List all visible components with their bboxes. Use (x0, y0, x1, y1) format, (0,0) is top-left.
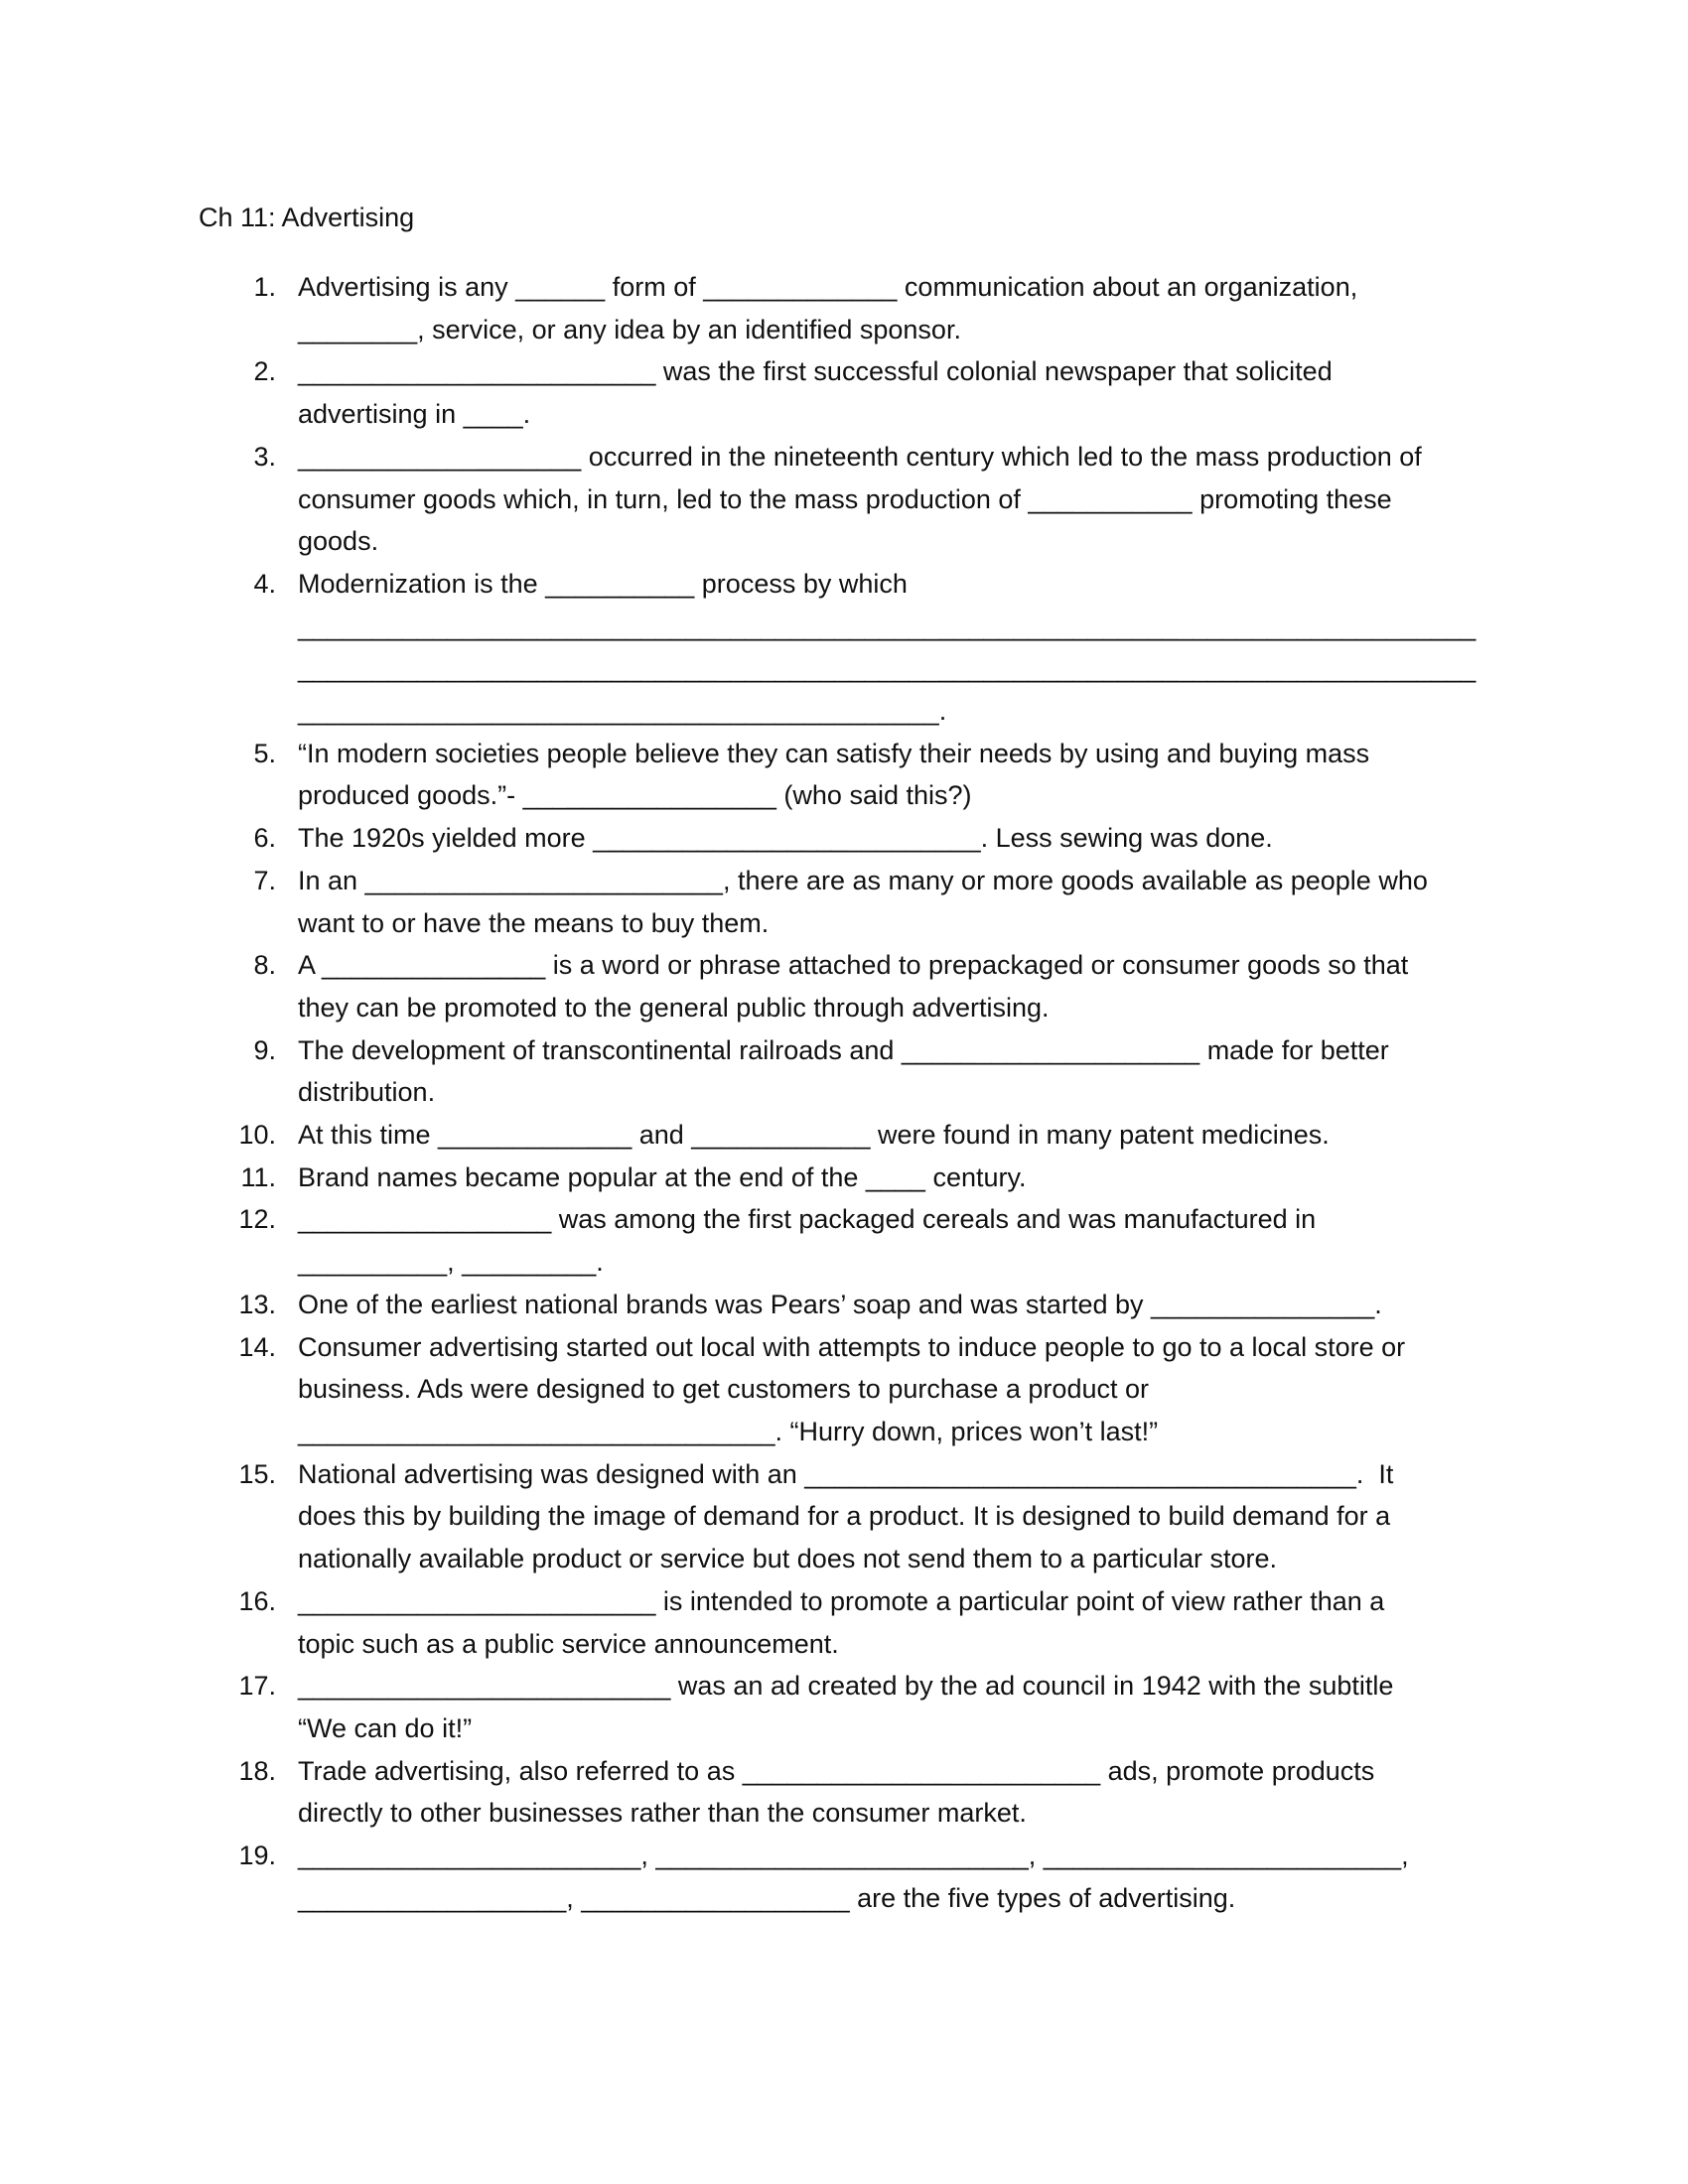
question-number: 12. (238, 1204, 276, 1235)
question-number: 19. (238, 1841, 276, 1871)
question-number: 16. (238, 1585, 276, 1616)
question-number: 6. (253, 823, 276, 854)
question-text-line: Advertising is any ______ form of _____________ communication about an organization, (298, 272, 1358, 302)
question-number: 1. (253, 272, 276, 302)
question-number: 4. (253, 568, 276, 599)
question-text-line: want to or have the means to buy them. (298, 907, 770, 938)
question-item (199, 350, 1489, 435)
question-text-line: topic such as a public service announcement. (298, 1628, 839, 1659)
question-item (199, 1665, 1489, 1749)
question-text-line: The 1920s yielded more __________________________. Less sewing was done. (298, 823, 1273, 854)
question-text-line: Consumer advertising started out local with attempts to induce people to go to a local store or (298, 1331, 1406, 1362)
question-item (199, 944, 1489, 1028)
question-item (199, 1114, 1489, 1157)
question-item (199, 1029, 1489, 1114)
question-item (199, 436, 1489, 563)
question-number: 9. (253, 1034, 276, 1065)
document-title: Ch 11: Advertising (199, 203, 415, 232)
question-number: 7. (253, 865, 276, 895)
question-text-line: _________________ was among the first packaged cereals and was manufactured in (298, 1204, 1317, 1235)
question-text-line: A _______________ is a word or phrase attached to prepackaged or consumer goods so that (298, 950, 1409, 981)
question-item (199, 817, 1489, 860)
question-text-line: does this by building the image of demand for a product. It is designed to build demand for a (298, 1501, 1391, 1532)
question-number: 5. (253, 738, 276, 768)
question-item (199, 1284, 1489, 1326)
question-text-line: ________________________ was the first successful colonial newspaper that solicited (298, 356, 1333, 387)
question-text-line: distribution. (298, 1077, 436, 1108)
question-list (199, 266, 1489, 1919)
question-text-line: “In modern societies people believe they can satisfy their needs by using and buying mass (298, 738, 1370, 768)
question-item (199, 1326, 1489, 1453)
question-item (199, 1835, 1489, 1919)
question-number: 18. (238, 1755, 276, 1786)
question-text-line: ________________________ is intended to promote a particular point of view rather than a (298, 1585, 1385, 1616)
question-text-line: __________, _________. (298, 1247, 604, 1278)
question-number: 13. (238, 1289, 276, 1319)
question-text-line: ___________________________________________. (298, 696, 947, 727)
question-text-line: goods. (298, 526, 379, 557)
question-item (199, 1198, 1489, 1283)
question-number: 8. (253, 950, 276, 981)
question-number: 10. (238, 1120, 276, 1151)
question-text-line: directly to other businesses rather than the consumer market. (298, 1798, 1027, 1829)
question-text-line: Brand names became popular at the end of the ____ century. (298, 1161, 1027, 1192)
question-number: 15. (238, 1458, 276, 1489)
question-text-line: _______________________________________________________________________________ (298, 653, 1477, 684)
question-text-line: they can be promoted to the general public through advertising. (298, 992, 1050, 1023)
question-item (199, 1750, 1489, 1835)
question-item (199, 563, 1489, 733)
question-text-line: consumer goods which, in turn, led to the mass production of ___________ promoting these (298, 483, 1392, 514)
question-item (199, 860, 1489, 944)
question-text-line: In an ________________________, there are as many or more goods available as people who (298, 865, 1428, 895)
question-item (199, 1580, 1489, 1665)
question-item (199, 1157, 1489, 1199)
question-text-line: The development of transcontinental railroads and ____________________ made for better (298, 1034, 1389, 1065)
question-text-line: ________, service, or any idea by an identified sponsor. (298, 314, 961, 344)
question-text-line: _________________________ was an ad created by the ad council in 1942 with the subtitle (298, 1671, 1394, 1702)
question-item (199, 1453, 1489, 1580)
question-number: 11. (240, 1161, 276, 1192)
question-text-line: At this time _____________ and ____________ were found in many patent medicines. (298, 1120, 1330, 1151)
question-text-line: ________________________________. “Hurry down, prices won’t last!” (298, 1416, 1159, 1446)
question-number: 3. (253, 441, 276, 472)
question-number: 2. (253, 356, 276, 387)
question-text-line: advertising in ____. (298, 399, 531, 430)
question-text-line: One of the earliest national brands was Pears’ soap and was started by _______________. (298, 1289, 1382, 1319)
question-number: 17. (238, 1671, 276, 1702)
question-text-line: “We can do it!” (298, 1712, 473, 1743)
question-text-line: __________________, __________________ are the five types of advertising. (298, 1882, 1236, 1913)
question-text-line: Modernization is the __________ process by which (298, 568, 908, 599)
question-text-line: ___________________ occurred in the nineteenth century which led to the mass production of (298, 441, 1422, 472)
question-text-line: nationally available product or service but does not send them to a particular store. (298, 1544, 1278, 1574)
question-text-line: _______________________________________________________________________________ (298, 611, 1477, 641)
question-item (199, 266, 1489, 350)
question-text-line: Trade advertising, also referred to as ________________________ ads, promote products (298, 1755, 1375, 1786)
question-text-line: produced goods.”- _________________ (who said this?) (298, 780, 972, 811)
question-item (199, 733, 1489, 817)
question-text-line: _______________________, _________________________, ________________________, (298, 1841, 1409, 1871)
question-text-line: business. Ads were designed to get customers to purchase a product or (298, 1374, 1149, 1405)
question-number: 14. (238, 1331, 276, 1362)
question-text-line: National advertising was designed with an _____________________________________. It (298, 1458, 1394, 1489)
